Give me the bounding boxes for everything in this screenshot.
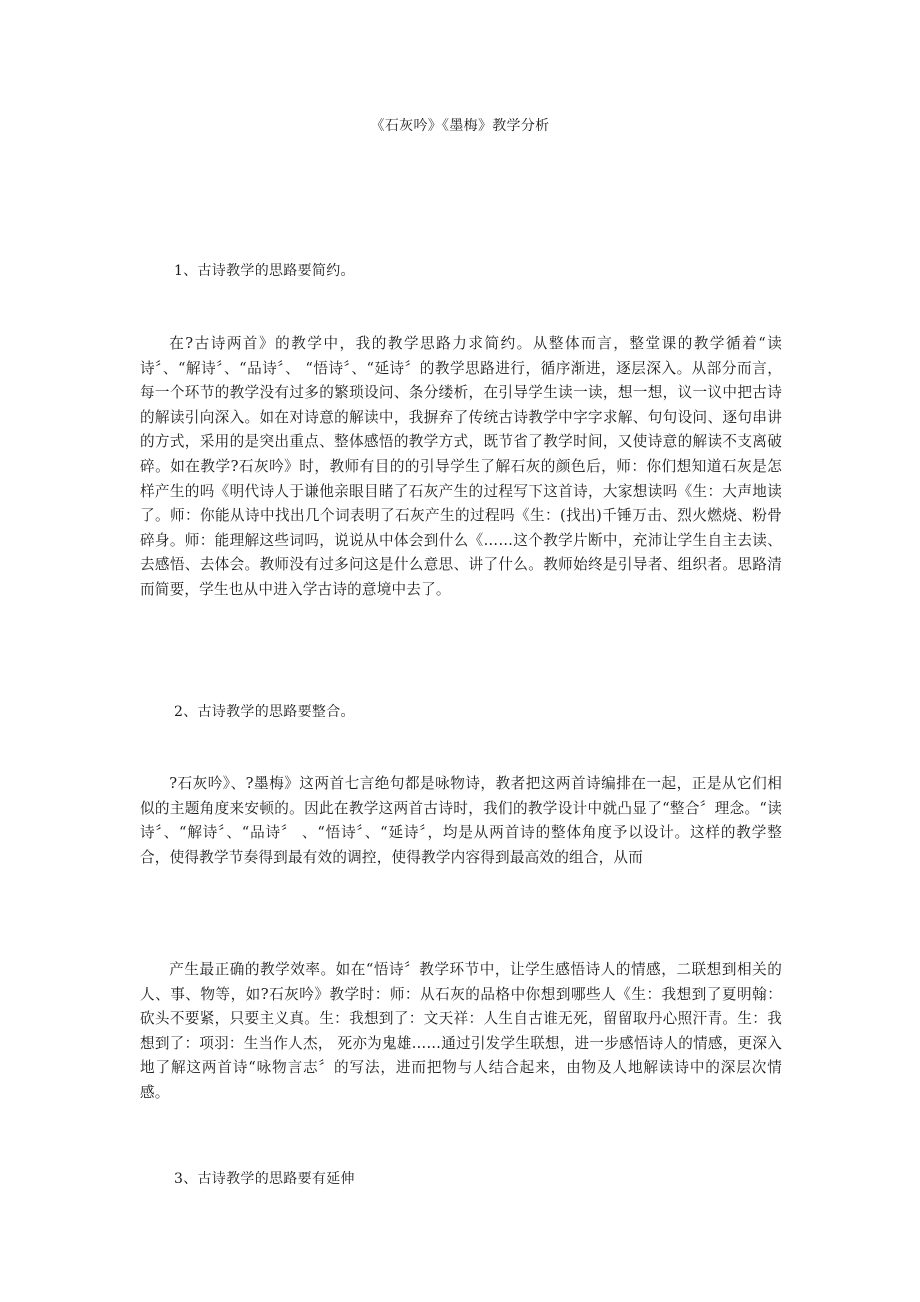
section-1-heading: 1、古诗教学的思路要简约。 — [174, 263, 355, 279]
section-2-paragraph-2: 产生最正确的教学效率。如在“悟诗〞教学环节中，让学生感悟诗人的情感，二联想到相关的人、事、物等，如?石灰吟》教学时：师：从石灰的品格中你想到哪些人《生：我想到了夏明翰：砍头不要紧，只要主义真。生：我想到了：文天祥：人生自古谁无死，留留取丹心照汗青。生：我想到了：项羽：生当作人杰， 死亦为鬼雄……通过引发学生联想，进一步感悟诗人的情感，更深入地了解这两首诗“咏物言志〞的写法，进而把物与人结合起来，由物及人地解读诗中的深层次情感。 — [140, 961, 782, 1101]
section-3-heading: 3、古诗教学的思路要有延伸 — [174, 1171, 355, 1187]
section-2-heading: 2、古诗教学的思路要整合。 — [174, 704, 355, 720]
section-2-paragraph-1: ?石灰吟》、?墨梅》这两首七言绝句都是咏物诗，教者把这两首诗编排在一起，正是从它们相似的主题角度来安顿的。因此在教学这两首古诗时，我们的教学设计中就凸显了“整合〞理念。“读诗〞、“解诗〞、“品诗〞 、“悟诗〞、“延诗〞，均是从两首诗的整体角度予以设计。这样的教学整合，使得教学节奏得到最有效的调控，使得教学内容得到最高效的组合，从而 — [140, 775, 782, 866]
section-1-paragraph-1: 在?古诗两首》的教学中，我的教学思路力求简约。从整体而言，整堂课的教学循着“读诗〞、“解诗〞、“品诗〞、 “悟诗〞、“延诗〞的教学思路进行，循序渐进，逐层深入。从部分而言，每一个环节的教学没有过多的繁琐设问、条分缕析，在引导学生读一读，想一想，议一议中把古诗的解读引向深入。如在对诗意的解读中，我摒弃了传统古诗教学中字字求解、句句设问、逐句串讲的方式，采用的是突出重点、整体感悟的教学方式，既节省了教学时间，又使诗意的解读不支离破碎。如在教学?石灰吟》时，教师有目的的引导学生了解石灰的颜色后，师：你们想知道石灰是怎样产生的吗《明代诗人于谦他亲眼目睹了石灰产生的过程写下这首诗，大家想读吗《生：大声地读了。师：你能从诗中找出几个词表明了石灰产生的过程吗《生：(找出)千锤万击、烈火燃烧、粉骨碎身。师：能理解这些词吗，说说从中体会到什么《……这个教学片断中，充沛让学生自主去读、去感悟、去体会。教师没有过多问这是什么意思、讲了什么。教师始终是引导者、组织者。思路清而简要，学生也从中进入学古诗的意境中去了。 — [140, 335, 782, 598]
document-title: 《石灰吟》《墨梅》教学分析 — [370, 118, 550, 134]
